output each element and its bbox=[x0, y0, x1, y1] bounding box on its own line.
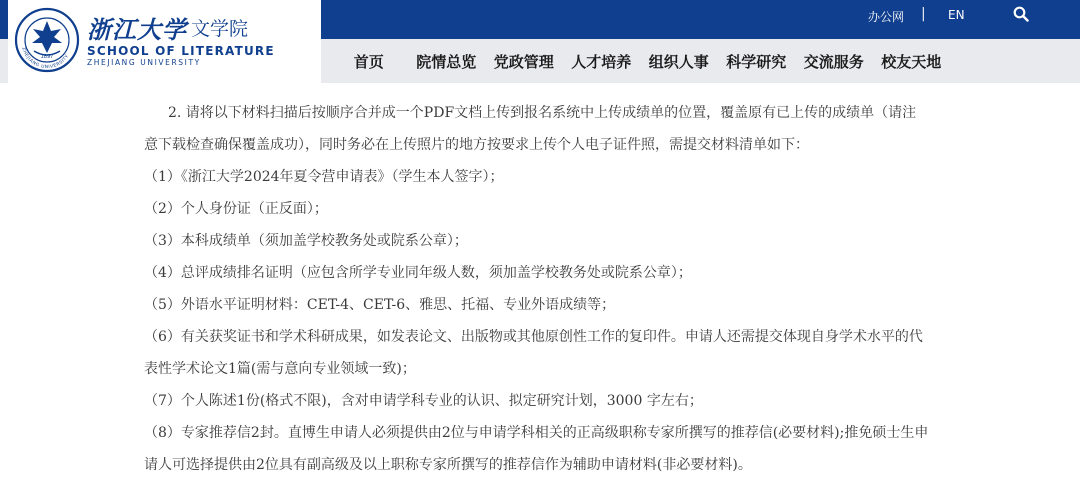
nav-item-alumni[interactable]: 校友天地 bbox=[881, 52, 942, 71]
list-item: （3）本科成绩单（须加盖学校教务处或院系公章）； bbox=[144, 233, 468, 249]
list-item-continued: 表性学术论文1篇(需与意向专业领域一致)； bbox=[144, 361, 416, 377]
paragraph-line: 意下载检查确保覆盖成功），同时务必在上传照片的地方按要求上传个人电子证件照，需提交材料清单如下： bbox=[144, 137, 809, 153]
school-name-cn: 文学院 bbox=[191, 18, 249, 40]
nav-item-personnel[interactable]: 组织人事 bbox=[648, 52, 709, 71]
seal-year: 1897 bbox=[40, 54, 54, 60]
seal-text: ZHEJIANG UNIVERSITY bbox=[20, 46, 71, 71]
university-name-cn: 浙江大学 bbox=[87, 15, 187, 44]
article-body bbox=[144, 65, 929, 481]
nav-item-home[interactable]: 首页 bbox=[353, 52, 384, 71]
list-item: （8）专家推荐信2封。直博生申请人必须提供由2位与申请学科相关的正高级职称专家所撰写的推荐信(必要材料);推免硕士生申 bbox=[144, 425, 929, 441]
english-language-link[interactable]: EN bbox=[948, 8, 965, 22]
utility-separator: | bbox=[921, 6, 926, 22]
nav-item-exchange[interactable]: 交流服务 bbox=[803, 52, 864, 71]
list-item: （4）总评成绩排名证明（应包含所学专业同年级人数，须加盖学校教务处或院系公章）； bbox=[144, 265, 692, 281]
university-name-en: ZHEJIANG UNIVERSITY bbox=[87, 58, 201, 67]
list-item: （7）个人陈述1份(格式不限)，含对申请学科专业的认识、拟定研究计划，3000 字左右； bbox=[144, 393, 703, 409]
list-item: （2）个人身份证（正反面）； bbox=[144, 201, 328, 217]
nav-item-education[interactable]: 人才培养 bbox=[571, 52, 632, 71]
list-item: （1）《浙江大学2024年夏令营申请表》（学生本人签字）； bbox=[144, 169, 504, 185]
list-item: （6）有关获奖证书和学术科研成果，如发表论文、出版物或其他原创性工作的复印件。申请人还需提交体现自身学术水平的代 bbox=[144, 329, 923, 345]
nav-item-overview[interactable]: 院情总览 bbox=[416, 52, 477, 71]
nav-item-research[interactable]: 科学研究 bbox=[726, 52, 787, 71]
nav-item-administration[interactable]: 党政管理 bbox=[493, 52, 554, 71]
school-name-en: SCHOOL OF LITERATURE bbox=[87, 44, 275, 58]
list-item: （5）外语水平证明材料：CET-4、CET-6、雅思、托福、专业外语成绩等； bbox=[144, 297, 616, 313]
list-item-continued: 请人可选择提供由2位具有副高级及以上职称专家所撰写的推荐信作为辅助申请材料(非必要材料)。 bbox=[144, 457, 752, 473]
paragraph-line: 2. 请将以下材料扫描后按顺序合并成一个PDF文档上传到报名系统中上传成绩单的位置，覆盖原有已上传的成绩单（请注 bbox=[168, 105, 917, 121]
search-icon[interactable] bbox=[1013, 6, 1029, 22]
office-network-link[interactable]: 办公网 bbox=[868, 10, 905, 24]
university-seal-icon bbox=[14, 7, 80, 73]
